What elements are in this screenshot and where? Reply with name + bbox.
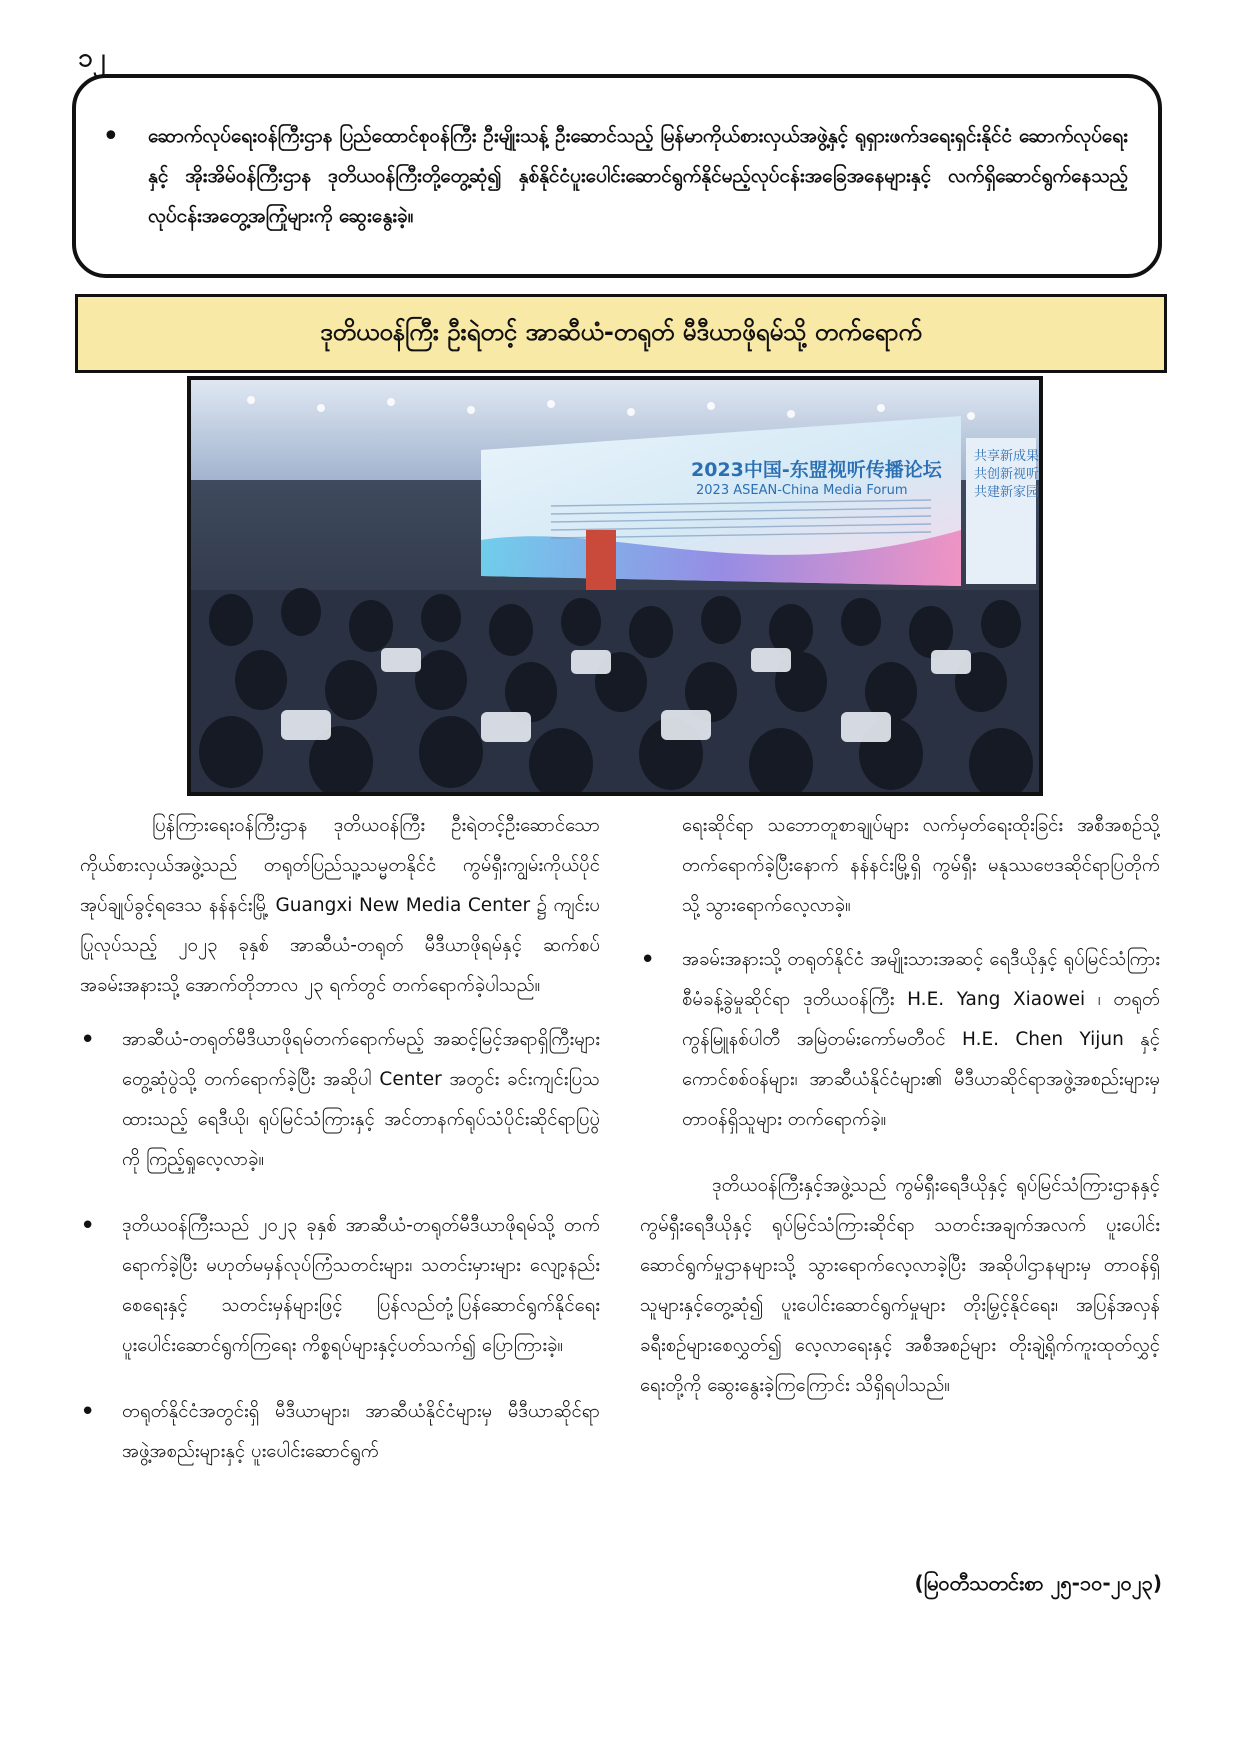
continuation-paragraph: ရေးဆိုင်ရာ သဘောတူစာချုပ်များ လက်မှတ်ရေးထိုးခြင်း အစီအစဉ်သို့ တက်ရောက်ခဲ့ပြီးနောက် နန်နင်းမြို့ရှိ ကွမ်ရှီး မနုဿဗေဒဆိုင်ရာပြတိုက်သို့ သွားရောက်လေ့လာခဲ့။ (682, 815, 1160, 916)
side-banner-line-2: 共创新视听 (974, 467, 1039, 482)
side-banner-line-3: 共建新家园 (974, 485, 1039, 500)
screen-title-cn: 2023中国-东盟视听传播论坛 (691, 459, 942, 481)
left-bullet-2 (80, 1206, 600, 1366)
closing-paragraph: ဒုတိယဝန်ကြီးနှင့်အဖွဲ့သည် ကွမ်ရှီးရေဒီယိုနှင့် ရုပ်မြင်သံကြားဌာနနှင့် ကွမ်ရှီးရေဒီယိုနှင့် ရုပ်မြင်သံကြားဆိုင်ရာ သတင်းအချက်အလက် ပူးပေါင်းဆောင်ရွက်မှုဌာနများသို့ သွားရောက်လေ့လာခဲ့ပြီး အဆိုပါဌာနများမှ တာဝန်ရှိသူများနှင့်တွေ့ဆုံ၍ ပူးပေါင်းဆောင်ရွက်မှုများ တိုးမြှင့်နိုင်ရေး၊ အပြန်အလှန် ခရီးစဉ်များစေလွှတ်၍ လေ့လာရေးနှင့် အစီအစဉ်များ တိုးချဲ့ရိုက်ကူးထုတ်လွှင့်ရေးတို့ကို ဆွေးနွေးခဲ့ကြကြောင်း သိရှိရပါသည်။ (640, 1175, 1160, 1396)
summary-box (72, 74, 1162, 278)
source-citation: (မြဝတီသတင်းစာ ၂၅-၁၀-၂၀၂၃) (914, 1571, 1162, 1595)
side-banner-line-1: 共享新成果 (974, 449, 1039, 464)
right-bullet-1 (640, 940, 1160, 1140)
summary-text: ဆောက်လုပ်ရေးဝန်ကြီးဌာန ပြည်ထောင်စုဝန်ကြီး ဦးမျိုးသန့် ဦးဆောင်သည့် မြန်မာကိုယ်စားလှယ်အဖွဲ့နှင့် ရုရှားဖက်ဒရေးရှင်းနိုင်ငံ ဆောက်လုပ်ရေးနှင့် အိုးအိမ်ဝန်ကြီးဌာန ဒုတိယဝန်ကြီးတို့တွေ့ဆုံ၍ နှစ်နိုင်ငံပူးပေါင်းဆောင်ရွက်နိုင်မည့်လုပ်ငန်းအခြေအနေများနှင့် လက်ရှိဆောင်ရွက်နေသည့် လုပ်ငန်းအတွေ့အကြုံများကို ဆွေးနွေးခဲ့။ (148, 125, 1128, 227)
headline-title: ဒုတိယဝန်ကြီး ဦးရဲတင့် အာဆီယံ-တရုတ် မီဒီယာဖိုရမ်သို့ တက်ရောက် (320, 317, 922, 346)
forum-photo (187, 376, 1043, 796)
screen-title-en: 2023 ASEAN-China Media Forum (696, 483, 908, 498)
conference-hall-illustration (191, 380, 1039, 792)
right-bullet-1-text: အခမ်းအနားသို့ တရုတ်နိုင်ငံ အမျိုးသားအဆင့် ရေဒီယိုနှင့် ရုပ်မြင်သံကြားစီမံခန့်ခွဲမှုဆိုင်ရာ ဒုတိယဝန်ကြီး H.E. Yang Xiaowei ၊ တရုတ်ကွန်မြူနစ်ပါတီ အမြဲတမ်းကော်မတီဝင် H.E. Chen Yijun နှင့် ကောင်စစ်ဝန်များ၊ အာဆီယံနိုင်ငံများ၏ မီဒီယာဆိုင်ရာအဖွဲ့အစည်းများမှ တာဝန်ရှိသူများ တက်ရောက်ခဲ့။ (682, 949, 1160, 1130)
left-bullet-3 (80, 1392, 600, 1472)
summary-bullet: • (102, 119, 120, 154)
left-bullet-1-text: အာဆီယံ-တရုတ်မီဒီယာဖိုရမ်တက်ရောက်မည့် အဆင့်မြင့်အရာရှိကြီးများ တွေ့ဆုံပွဲသို့ တက်ရောက်ခဲ့ပြီး အဆိုပါ Center အတွင်း ခင်းကျင်းပြသထားသည့် ရေဒီယို၊ ရုပ်မြင်သံကြားနှင့် အင်တာနက်ရုပ်သံပိုင်းဆိုင်ရာပြပွဲကို ကြည့်ရှုလေ့လာခဲ့။ (122, 1029, 600, 1170)
intro-paragraph: ပြန်ကြားရေးဝန်ကြီးဌာန ဒုတိယဝန်ကြီး ဦးရဲတင့်ဦးဆောင်သော ကိုယ်စားလှယ်အဖွဲ့သည် တရုတ်ပြည်သူ့သမ္မတနိုင်ငံ ကွမ်ရှီးကျွမ်းကိုယ်ပိုင်အုပ်ချုပ်ခွင့်ရဒေသ နန်နင်းမြို့ Guangxi New Media Center ၌ ကျင်းပပြုလုပ်သည့် ၂၀၂၃ ခုနှစ် အာဆီယံ-တရုတ် မီဒီယာဖိုရမ်နှင့် ဆက်စပ်အခမ်းအနားသို့ အောက်တိုဘာလ ၂၃ ရက်တွင် တက်ရောက်ခဲ့ပါသည်။ (80, 815, 600, 996)
left-bullet-3-text: တရုတ်နိုင်ငံအတွင်းရှိ မီဒီယာများ၊ အာဆီယံနိုင်ငံများမှ မီဒီယာဆိုင်ရာ အဖွဲ့အစည်းများနှင့် ပူးပေါင်းဆောင်ရွက် (122, 1401, 600, 1462)
left-bullet-2-text: ဒုတိယဝန်ကြီးသည် ၂၀၂၃ ခုနှစ် အာဆီယံ-တရုတ်မီဒီယာဖိုရမ်သို့ တက်ရောက်ခဲ့ပြီး မဟုတ်မမှန်လုပ်ကြံသတင်းများ၊ သတင်းမှားများ လျော့နည်းစေရေးနှင့် သတင်းမှန်များဖြင့် ပြန်လည်တုံ့ပြန်ဆောင်ရွက်နိုင်ရေး ပူးပေါင်းဆောင်ရွက်ကြရေး ကိစ္စရပ်များနှင့်ပတ်သက်၍ ပြောကြားခဲ့။ (122, 1215, 600, 1356)
right-column (640, 806, 1160, 1420)
page-number: ၁၂ (78, 43, 106, 73)
bullet-dot: • (80, 1397, 96, 1427)
bullet-dot: • (80, 1211, 96, 1241)
bullet-dot: • (80, 1025, 96, 1055)
bullet-dot: • (640, 945, 656, 975)
headline-box (75, 294, 1167, 373)
left-column (80, 806, 600, 1498)
left-bullet-1 (80, 1020, 600, 1180)
